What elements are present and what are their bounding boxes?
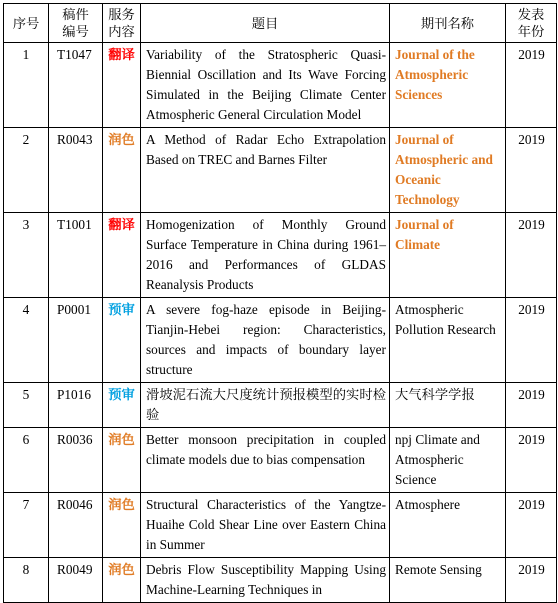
row-code: P0001 xyxy=(49,298,103,383)
header-year-line: 发表 xyxy=(517,7,545,22)
table-row xyxy=(4,43,557,128)
row-index: 5 xyxy=(4,383,49,428)
row-title: A Method of Radar Echo Extrapolation Based on TREC and Barnes Filter xyxy=(141,128,390,213)
table-row xyxy=(4,213,557,298)
row-code: R0049 xyxy=(49,558,103,603)
row-index: 8 xyxy=(4,558,49,603)
table-row xyxy=(4,128,557,213)
row-index: 4 xyxy=(4,298,49,383)
header-code-line: 编号 xyxy=(62,24,89,39)
row-journal: npj Climate and Atmospheric Science xyxy=(390,428,506,493)
row-index: 3 xyxy=(4,213,49,298)
row-service: 翻译 xyxy=(103,43,141,128)
row-code: P1016 xyxy=(49,383,103,428)
row-title: Debris Flow Susceptibility Mapping Using Machine-Learning Techniques in xyxy=(141,558,390,603)
row-index: 1 xyxy=(4,43,49,128)
header-index: 序号 xyxy=(4,4,49,43)
row-title: A severe fog-haze episode in Beijing-Tianjin-Hebei region: Characteristics, sources and impacts of boundary layer structure xyxy=(141,298,390,383)
row-year: 2019 xyxy=(506,213,557,298)
row-journal: 大气科学学报 xyxy=(390,383,506,428)
row-journal: Atmospheric Pollution Research xyxy=(390,298,506,383)
table-row xyxy=(4,298,557,383)
row-code: R0046 xyxy=(49,493,103,558)
table-row xyxy=(4,493,557,558)
row-title: Homogenization of Monthly Ground Surface Temperature in China during 1961–2016 and Performances of GLDAS Reanalysis Products xyxy=(141,213,390,298)
header-title: 题目 xyxy=(141,4,390,43)
row-service: 预审 xyxy=(103,298,141,383)
row-year: 2019 xyxy=(506,128,557,213)
row-service: 润色 xyxy=(103,558,141,603)
header-year xyxy=(506,4,557,43)
header-journal: 期刊名称 xyxy=(390,4,506,43)
header-code-line: 稿件 xyxy=(62,7,89,22)
manuscript-table xyxy=(3,3,557,603)
row-year: 2019 xyxy=(506,558,557,603)
row-title: Structural Characteristics of the Yangtze-Huaihe Cold Shear Line over Eastern China in Summer xyxy=(141,493,390,558)
table-row xyxy=(4,428,557,493)
row-title: Variability of the Stratospheric Quasi-Biennial Oscillation and Its Wave Forcing Simulated in the Beijing Climate Center Atmospheric General Circulation Model xyxy=(141,43,390,128)
row-service: 润色 xyxy=(103,128,141,213)
row-code: R0043 xyxy=(49,128,103,213)
table-row xyxy=(4,558,557,603)
row-index: 2 xyxy=(4,128,49,213)
row-year: 2019 xyxy=(506,298,557,383)
row-service: 翻译 xyxy=(103,213,141,298)
table-row xyxy=(4,383,557,428)
header-service xyxy=(103,4,141,43)
row-journal: Journal of the Atmospheric Sciences xyxy=(390,43,506,128)
row-journal: Journal of Atmospheric and Oceanic Technology xyxy=(390,128,506,213)
row-year: 2019 xyxy=(506,428,557,493)
row-journal: Atmosphere xyxy=(390,493,506,558)
row-service: 润色 xyxy=(103,428,141,493)
header-year-line: 年份 xyxy=(517,24,545,39)
row-code: T1001 xyxy=(49,213,103,298)
row-service: 润色 xyxy=(103,493,141,558)
row-journal: Remote Sensing xyxy=(390,558,506,603)
row-year: 2019 xyxy=(506,493,557,558)
row-year: 2019 xyxy=(506,383,557,428)
row-journal: Journal of Climate xyxy=(390,213,506,298)
row-code: T1047 xyxy=(49,43,103,128)
header-code xyxy=(49,4,103,43)
row-title: Better monsoon precipitation in coupled climate models due to bias compensation xyxy=(141,428,390,493)
header-service-line: 内容 xyxy=(108,24,135,39)
row-service: 预审 xyxy=(103,383,141,428)
row-title: 滑坡泥石流大尺度统计预报模型的实时检验 xyxy=(141,383,390,428)
row-year: 2019 xyxy=(506,43,557,128)
row-index: 6 xyxy=(4,428,49,493)
row-index: 7 xyxy=(4,493,49,558)
row-code: R0036 xyxy=(49,428,103,493)
header-row xyxy=(4,4,557,43)
header-service-line: 服务 xyxy=(108,7,135,22)
